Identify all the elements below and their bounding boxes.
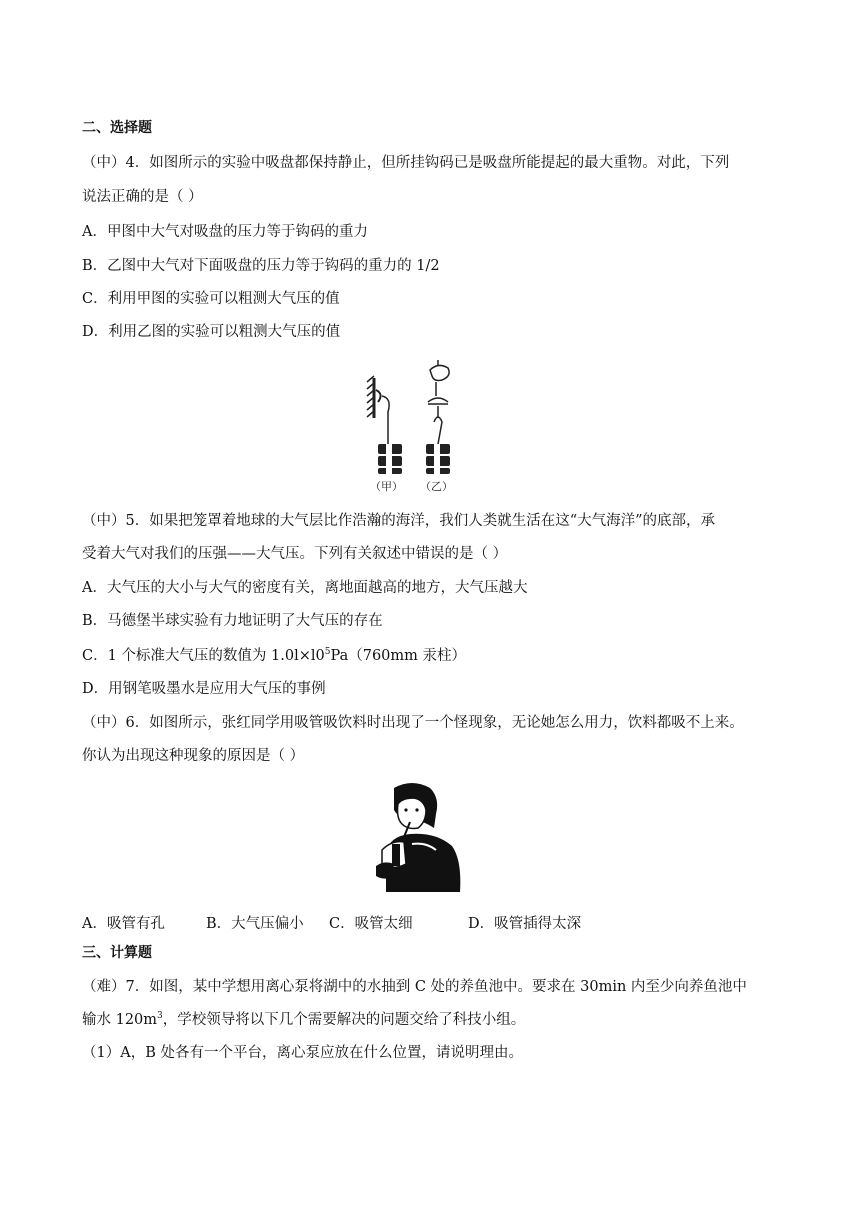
figure-label-yi: （乙）	[420, 480, 453, 493]
q4-option-d: D．利用乙图的实验可以粗测大气压的值	[82, 324, 341, 340]
q5-option-d: D．用钢笔吸墨水是应用大气压的事例	[82, 681, 326, 697]
q6-stem-line2: 你认为出现这种现象的原因是（ ）	[82, 748, 305, 764]
q6-stem-line1: （中）6．如图所示，张红同学用吸管吸饮料时出现了一个怪现象，无论她怎么用力，饮料都吸不上来。	[82, 715, 744, 731]
q4-stem-line2: 说法正确的是（ ）	[82, 189, 203, 205]
q5-option-b: B．马德堡半球实验有力地证明了大气压的存在	[82, 613, 383, 629]
q7-stem-line2-tail: ，学校领导将以下几个需要解决的问题交给了科技小组。	[162, 1012, 526, 1028]
q7-stem-line2	[82, 1010, 525, 1030]
figure-yi-weights	[426, 444, 450, 474]
section-heading-choice: 二、选择题	[82, 120, 152, 136]
q6-option-c: C．吸管太细	[329, 916, 413, 932]
q5-option-c-main: C．1 个标准大气压的数值为 1.0l×l0	[82, 648, 325, 664]
figure-label-jia: （甲）	[370, 480, 403, 493]
girl-drinking-figure	[372, 780, 462, 892]
q5-stem-line1: （中）5．如果把笼罩着地球的大气层比作浩瀚的海洋，我们人类就生活在这“大气海洋”的底部，承	[82, 513, 716, 529]
figure-jia-weights	[378, 444, 402, 474]
figure-jia-wall	[367, 376, 389, 444]
q7-stem-line1: （难）7．如图，某中学想用离心泵将湖中的水抽到 C 处的养鱼池中。要求在 30min 内至少向养鱼池中	[82, 979, 747, 995]
q6-option-b: B．大气压偏小	[206, 916, 304, 932]
q4-option-a: A．甲图中大气对吸盘的压力等于钩码的重力	[82, 224, 368, 240]
q6-option-a: A．吸管有孔	[82, 916, 165, 932]
q4-option-c: C．利用甲图的实验可以粗测大气压的值	[82, 291, 340, 307]
q5-stem-line2: 受着大气对我们的压强——大气压。下列有关叙述中错误的是（ ）	[82, 546, 508, 562]
section-heading-calc: 三、计算题	[82, 945, 152, 961]
q7-subquestion-1: （1）A，B 处各有一个平台，离心泵应放在什么位置，请说明理由。	[82, 1045, 523, 1061]
suction-cup-figure	[364, 356, 474, 496]
figure-yi-cups	[428, 360, 449, 444]
q4-option-b: B．乙图中大气对下面吸盘的压力等于钩码的重力的 1/2	[82, 258, 440, 274]
q5-option-a: A．大气压的大小与大气的密度有关，离地面越高的地方，大气压越大	[82, 580, 528, 596]
q5-option-c-tail: Pa（760mm 汞柱）	[330, 648, 467, 664]
suction-cup-diagram	[364, 356, 474, 496]
q7-stem-line2-main: 输水 120m	[82, 1012, 158, 1028]
q5-option-c-exponent: 5	[324, 647, 331, 658]
q5-option-c	[82, 646, 466, 666]
q7-stem-exponent: 3	[157, 1011, 163, 1022]
q6-options	[82, 914, 581, 934]
q4-stem-line1: （中）4．如图所示的实验中吸盘都保持静止，但所挂钩码已是吸盘所能提起的最大重物。对此，下列	[82, 155, 730, 171]
girl-drinking-image	[372, 780, 462, 892]
q6-option-d: D．吸管插得太深	[468, 916, 582, 932]
